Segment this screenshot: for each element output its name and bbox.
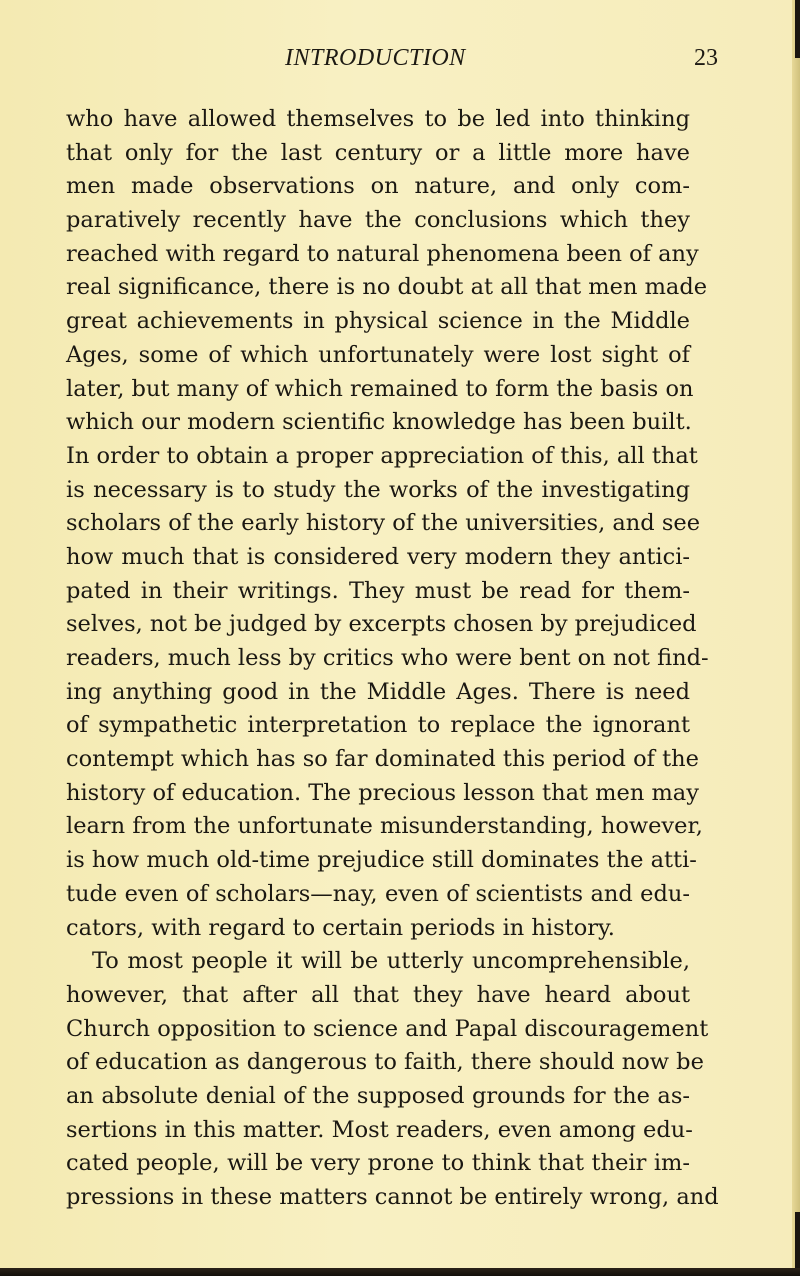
text-line: paratively recently have the conclusions which they — [66, 207, 690, 234]
text-line: learn from the unfortunate misunderstanding, however, — [66, 813, 703, 840]
text-line: how much that is considered very modern they antici- — [66, 543, 690, 570]
text-line: contempt which has so far dominated this period of the — [66, 746, 699, 773]
text-line: Church opposition to science and Papal discouragement — [66, 1015, 709, 1042]
page-edge — [792, 0, 800, 1276]
text-line: pressions in these matters cannot be entirely wrong, and — [66, 1184, 719, 1210]
text-line: of education as dangerous to faith, there should now be — [66, 1049, 704, 1076]
running-head — [0, 43, 800, 83]
paragraph-first-line: To most people it will be utterly uncomprehensible, — [92, 948, 690, 975]
text-line: history of education. The precious lesson that men may — [66, 779, 699, 806]
text-line: In order to obtain a proper appreciation of this, all that — [66, 442, 698, 469]
text-line: scholars of the early history of the universities, and see — [66, 510, 701, 537]
page-number: 23 — [694, 45, 718, 71]
text-line: ing anything good in the Middle Ages. There is need — [66, 678, 690, 705]
text-line: tude even of scholars—nay, even of scientists and edu- — [66, 880, 690, 907]
text-line: cators, with regard to certain periods in history. — [66, 914, 615, 941]
text-line: however, that after all that they have heard about — [66, 981, 690, 1008]
text-line: great achievements in physical science in the Middle — [66, 308, 690, 335]
text-line: later, but many of which remained to form the basis on — [66, 375, 694, 402]
text-line: is necessary is to study the works of the investigating — [66, 476, 690, 503]
text-line: which our modern scientific knowledge has been built. — [66, 409, 692, 436]
text-line: selves, not be judged by excerpts chosen by prejudiced — [66, 611, 697, 638]
text-line: pated in their writings. They must be read for them- — [66, 577, 690, 604]
text-line: Ages, some of which unfortunately were lost sight of — [66, 341, 690, 368]
text-line: sertions in this matter. Most readers, even among edu- — [66, 1116, 693, 1143]
edge-shadow-bottom — [795, 1212, 800, 1276]
text-line: an absolute denial of the supposed grounds for the as- — [66, 1082, 690, 1109]
text-line: of sympathetic interpretation to replace the ignorant — [66, 712, 690, 739]
text-line: men made observations on nature, and only com- — [66, 173, 690, 200]
text-line: cated people, will be very prone to think that their im- — [66, 1150, 690, 1177]
running-head-title: INTRODUCTION — [285, 45, 466, 71]
page-bottom-edge — [0, 1268, 800, 1276]
text-line: is how much old-time prejudice still dominates the atti- — [66, 847, 697, 874]
text-line: who have allowed themselves to be led into thinking — [66, 106, 690, 132]
text-line: real significance, there is no doubt at all that men made — [66, 274, 708, 301]
body-text — [66, 103, 719, 1215]
text-line: reached with regard to natural phenomena been of any — [66, 240, 699, 267]
text-line: readers, much less by critics who were bent on not find- — [66, 645, 709, 671]
text-line: that only for the last century or a little more have — [66, 139, 690, 166]
